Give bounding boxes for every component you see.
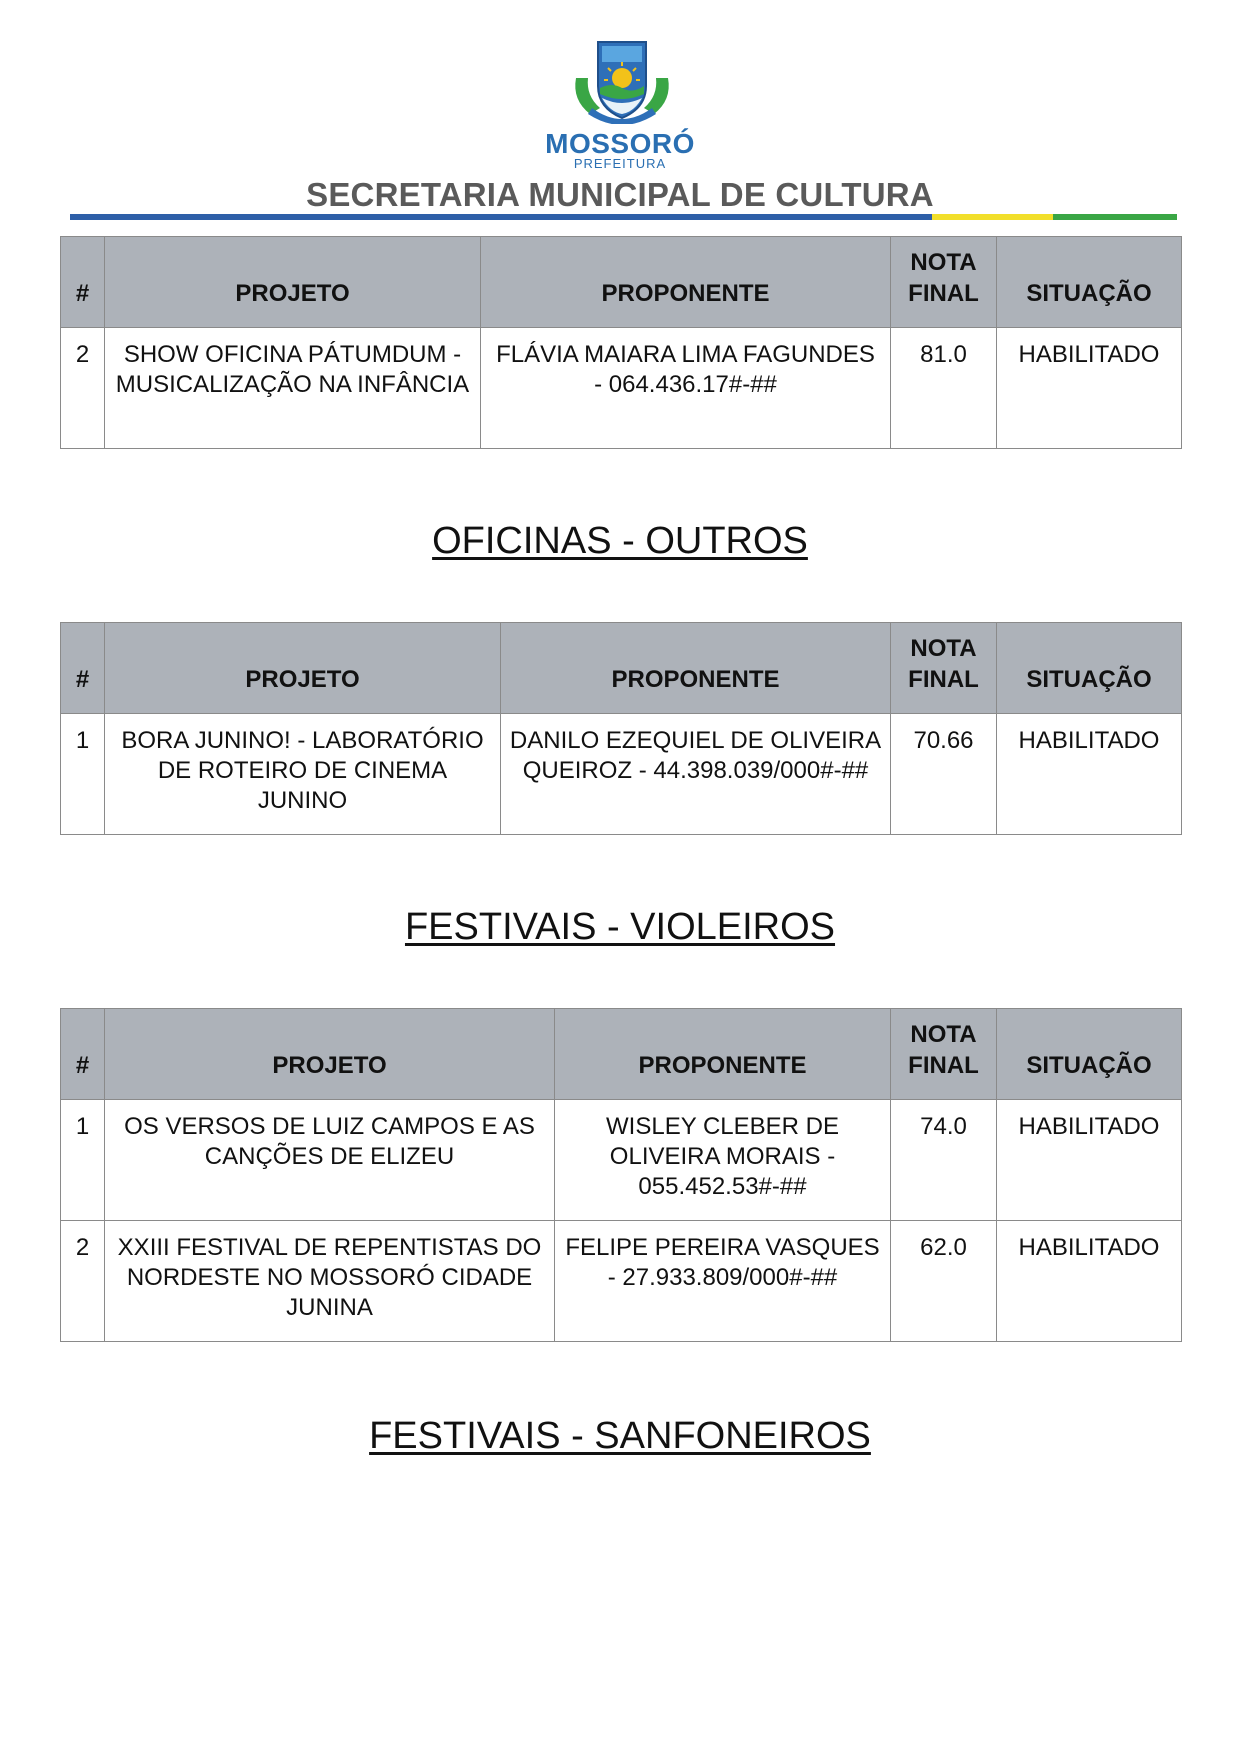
cell-nota: 81.0 (891, 328, 997, 449)
col-header-projeto: PROJETO (105, 1009, 555, 1100)
table-row (61, 1100, 1182, 1221)
crest-icon (570, 38, 674, 124)
col-header-nota-line1: NOTA (910, 249, 977, 276)
col-header-nota (891, 237, 997, 328)
col-header-num: # (61, 1009, 105, 1100)
cell-situacao: HABILITADO (997, 328, 1182, 449)
page-header (0, 0, 1240, 230)
header-stripe-blue (70, 214, 932, 220)
col-header-situacao: SITUAÇÃO (997, 237, 1182, 328)
col-header-num: # (61, 623, 105, 714)
col-header-projeto: PROJETO (105, 237, 481, 328)
cell-num: 1 (61, 1100, 105, 1221)
cell-num: 2 (61, 328, 105, 449)
department-title: SECRETARIA MUNICIPAL DE CULTURA (306, 176, 934, 213)
cell-num: 2 (61, 1221, 105, 1342)
cell-proponente: FLÁVIA MAIARA LIMA FAGUNDES - 064.436.17#-## (481, 328, 891, 449)
cell-situacao: HABILITADO (997, 1221, 1182, 1342)
col-header-nota-line1: NOTA (910, 635, 977, 662)
section-title: OFICINAS - OUTROS (432, 520, 808, 562)
cell-nota: 62.0 (891, 1221, 997, 1342)
cell-num: 1 (61, 714, 105, 835)
brand-subtitle: PREFEITURA (573, 156, 667, 171)
table-row (61, 1221, 1182, 1342)
col-header-situacao: SITUAÇÃO (997, 623, 1182, 714)
header-stripe-yellow (932, 214, 1053, 220)
cell-situacao: HABILITADO (997, 714, 1182, 835)
col-header-num: # (61, 237, 105, 328)
cell-proponente: WISLEY CLEBER DE OLIVEIRA MORAIS - 055.452.53#-## (555, 1100, 891, 1221)
cell-projeto: XXIII FESTIVAL DE REPENTISTAS DO NORDESTE NO MOSSORÓ CIDADE JUNINA (105, 1221, 555, 1342)
col-header-nota-line2: FINAL (908, 666, 979, 693)
cell-nota: 70.66 (891, 714, 997, 835)
col-header-nota-line1: NOTA (910, 1021, 977, 1048)
cell-projeto: BORA JUNINO! - LABORATÓRIO DE ROTEIRO DE CINEMA JUNINO (105, 714, 501, 835)
table-row (61, 328, 1182, 449)
results-table (60, 622, 1182, 835)
table-header-row (61, 1009, 1182, 1100)
cell-projeto: SHOW OFICINA PÁTUMDUM -MUSICALIZAÇÃO NA INFÂNCIA (105, 328, 481, 449)
results-table (60, 1008, 1182, 1342)
col-header-proponente: PROPONENTE (555, 1009, 891, 1100)
results-table (60, 236, 1182, 449)
cell-projeto: OS VERSOS DE LUIZ CAMPOS E AS CANÇÕES DE ELIZEU (105, 1100, 555, 1221)
section-title: FESTIVAIS - SANFONEIROS (369, 1415, 871, 1457)
cell-proponente: FELIPE PEREIRA VASQUES - 27.933.809/000#-## (555, 1221, 891, 1342)
table-header-row (61, 623, 1182, 714)
cell-nota: 74.0 (891, 1100, 997, 1221)
table-row (61, 714, 1182, 835)
table-header-row (61, 237, 1182, 328)
brand-name: MOSSORÓ (545, 128, 695, 159)
col-header-nota (891, 1009, 997, 1100)
col-header-nota (891, 623, 997, 714)
cell-situacao: HABILITADO (997, 1100, 1182, 1221)
cell-proponente: DANILO EZEQUIEL DE OLIVEIRA QUEIROZ - 44.398.039/000#-## (501, 714, 891, 835)
col-header-nota-line2: FINAL (908, 1052, 979, 1079)
col-header-projeto: PROJETO (105, 623, 501, 714)
header-stripe-green (1053, 214, 1177, 220)
col-header-situacao: SITUAÇÃO (997, 1009, 1182, 1100)
col-header-nota-line2: FINAL (908, 280, 979, 307)
col-header-proponente: PROPONENTE (481, 237, 891, 328)
col-header-proponente: PROPONENTE (501, 623, 891, 714)
section-title: FESTIVAIS - VIOLEIROS (404, 906, 836, 948)
